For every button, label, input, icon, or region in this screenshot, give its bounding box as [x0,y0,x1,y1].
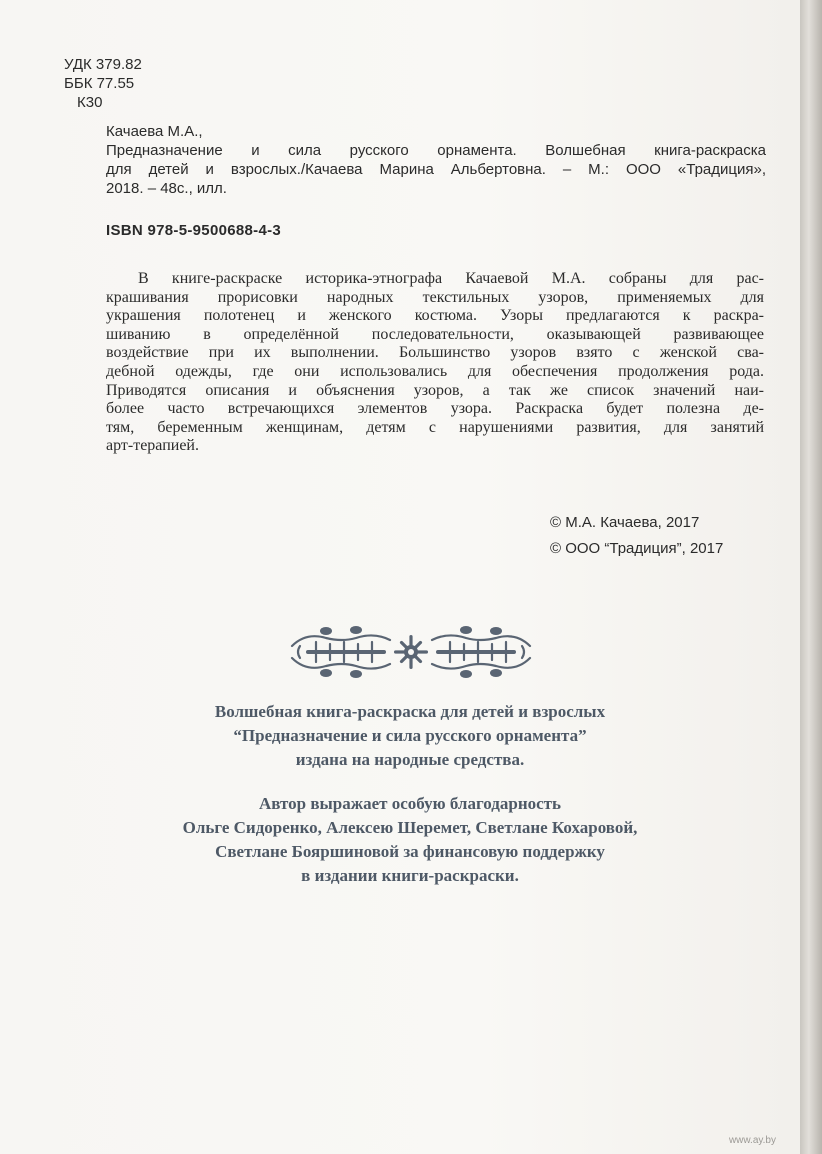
copyright-author: © М.А. Качаева, 2017 [550,514,700,531]
annotation-line: более часто встречающихся элементов узора. Раскраска будет полезна де- [106,400,764,418]
classification-codes [64,55,142,112]
udk-code: УДК 379.82 [64,56,142,73]
annotation-line: воздействие при их выполнении. Большинство узоров взято с женской сва- [106,344,764,362]
folk-ornament-divider-icon [286,622,536,682]
copyright-block [550,510,723,562]
copyright-publisher: © ООО “Традиция”, 2017 [550,540,724,557]
annotation-line: шиванию в определённой последовательности, оказывающей развивающее [106,325,764,343]
dedication-line: в издании книги-раскраски. [301,866,519,885]
isbn: ISBN 978-5-9500688-4-3 [106,222,282,239]
book-spine-shadow [800,0,822,1154]
annotation-line: тям, беременным женщинам, детям с нарушениями развития, для занятий [106,418,764,436]
spacer [60,772,760,792]
biblio-line-1: Предназначение и сила русского орнамента. Волшебная книга-раскраска [106,142,766,159]
annotation [106,270,764,456]
author-mark: К30 [77,94,103,111]
biblio-author: Качаева М.А., [106,123,203,140]
dedication-line: Светлане Бояршиновой за финансовую поддержку [215,842,605,861]
dedication-line: Ольге Сидоренко, Алексею Шеремет, Светлане Кохаровой, [182,818,638,837]
annotation-line: украшения полотенец и женского костюма. Узоры предлагаются к раскра- [106,307,764,325]
annotation-line: В книге-раскраске историка-этнографа Качаевой М.А. собраны для рас- [138,270,764,287]
annotation-line: дебной одежды, где они использовались для обеспечения продолжения рода. [106,362,764,380]
bbk-code: ББК 77.55 [64,75,135,92]
biblio-line-2: для детей и взрослых./Качаева Марина Альбертовна. – М.: ООО «Традиция», [106,161,766,178]
dedication-line: издана на народные средства. [295,750,525,769]
annotation-line: арт-терапией. [106,437,199,455]
dedication-line: Волшебная книга-раскраска для детей и взрослых [214,702,606,721]
annotation-line: крашивания прорисовки народных текстильных узоров, применяемых для [106,288,764,306]
dedication-line: Автор выражает особую благодарность [258,794,562,813]
bibliographic-record [106,122,766,198]
biblio-line-3: 2018. – 48с., илл. [106,180,227,197]
dedication-line: “Предназначение и сила русского орнамента” [233,726,587,745]
dedication [60,700,760,888]
annotation-line: Приводятся описания и объяснения узоров, а так же список значений наи- [106,381,764,399]
watermark: www.ay.by [728,1135,776,1146]
